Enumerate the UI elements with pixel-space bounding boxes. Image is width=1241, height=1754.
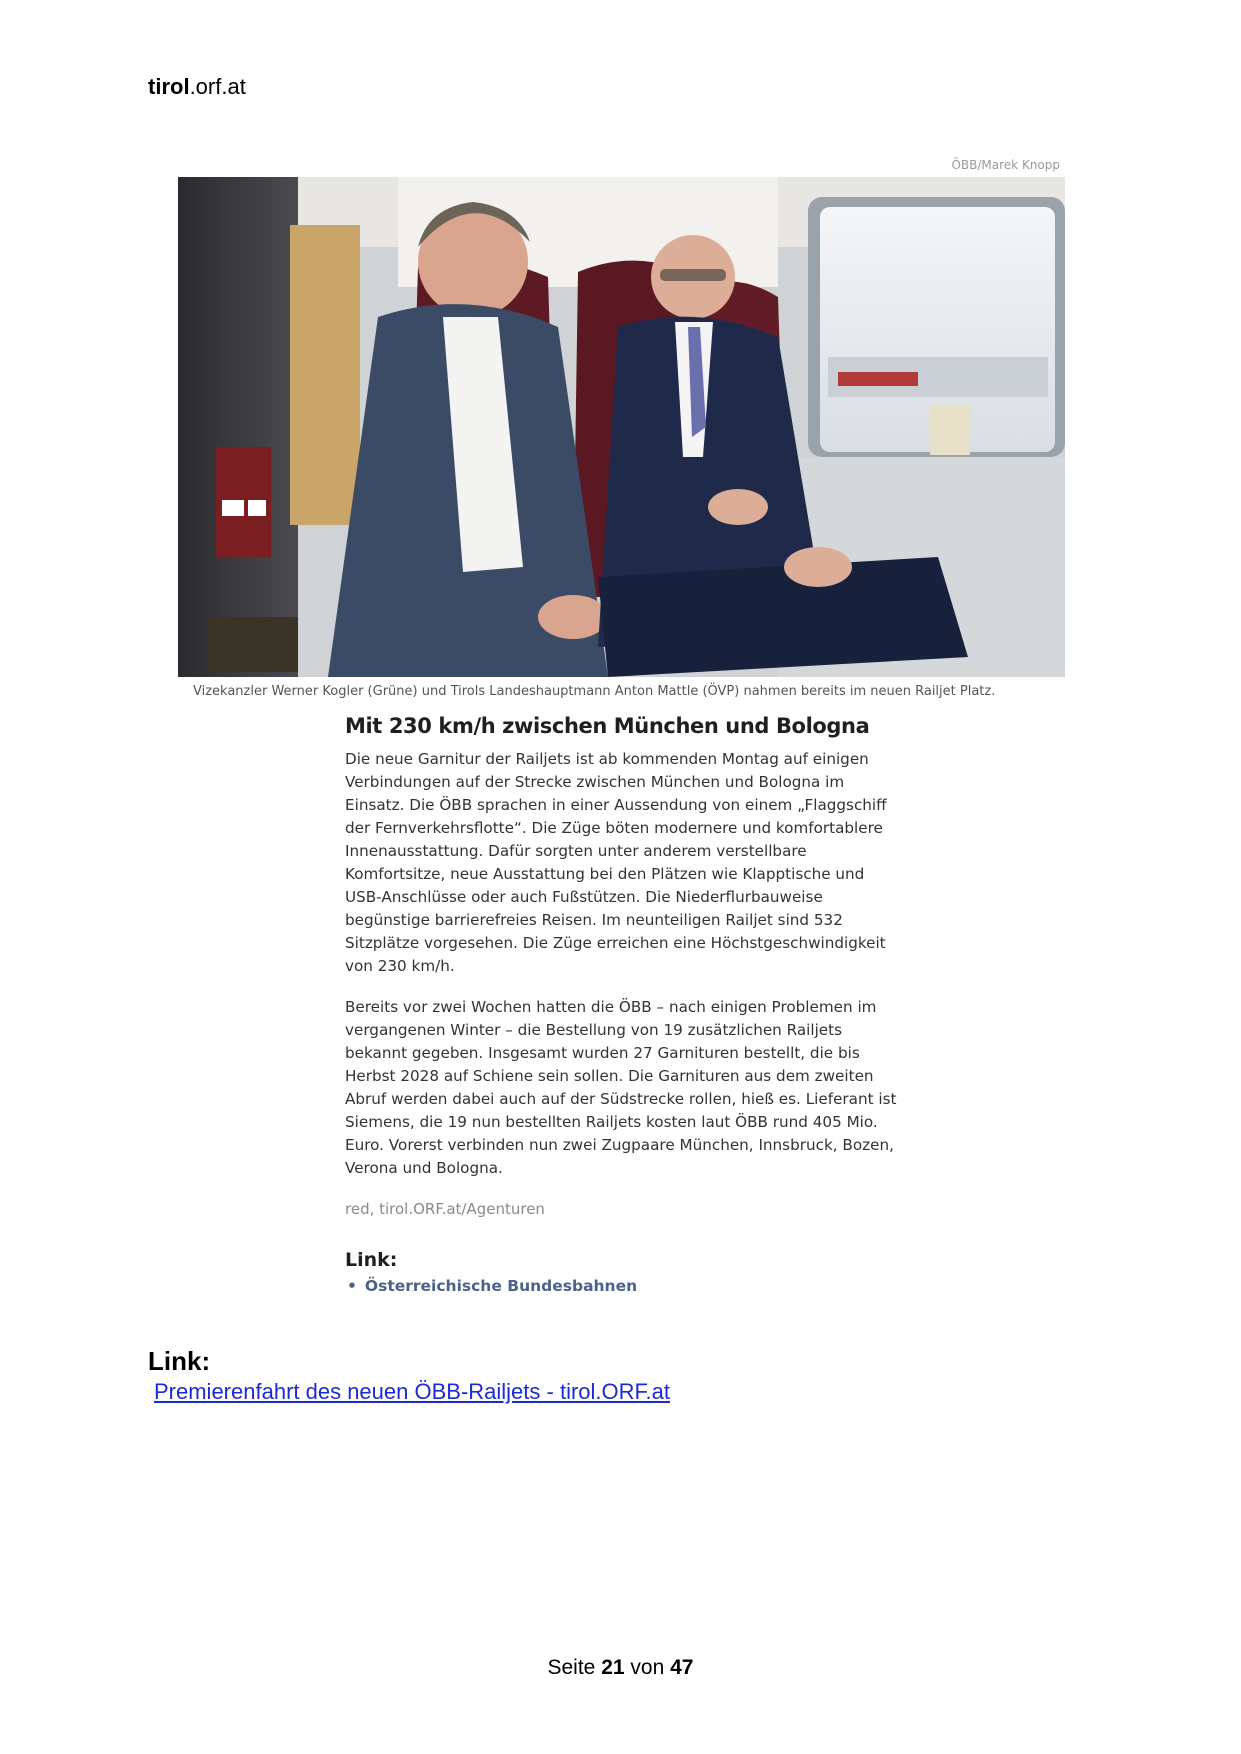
article-link-list [345, 1277, 905, 1295]
footer-middle: von [630, 1656, 665, 1679]
article-link-heading: Link: [345, 1249, 398, 1271]
footer-page-total: 47 [670, 1656, 694, 1679]
site-name-rest: .orf.at [189, 74, 246, 99]
article-heading: Mit 230 km/h zwischen München und Bologna [345, 714, 870, 738]
site-name-bold: tirol [148, 74, 190, 99]
article-source: red, tirol.ORF.at/Agenturen [345, 1200, 545, 1218]
article-paragraph-1: Die neue Garnitur der Railjets ist ab kommenden Montag auf einigen Verbindungen auf der Strecke zwischen München und Bologna im Einsatz. Die ÖBB sprachen in einer Aussendung von einem „Flaggschiff der Fernverkehrsflotte“. Die Züge böten modernere und komfortablere Innenausstattung. Dafür sorgten unter anderem verstellbare Komfortsitze, neue Ausstattung bei den Plätzen wie Klapptische und USB-Anschlüsse oder auch Fußstützen. Die Niederflurbauweise begünstige barrierefreies Reisen. Im neunteiligen Railjet sind 532 Sitzplätze vorgesehen. Die Züge erreichen eine Höchstgeschwindigkeit von 230 km/h. [345, 750, 887, 975]
footer-prefix: Seite [547, 1656, 596, 1679]
photo-caption: Vizekanzler Werner Kogler (Grüne) und Tirols Landeshauptmann Anton Mattle (ÖVP) nahmen bereits im neuen Railjet Platz. [193, 684, 996, 699]
page-footer [0, 1656, 1241, 1680]
photo-credit: ÖBB/Marek Knopp [951, 158, 1060, 172]
article-link-oebb[interactable]: • Österreichische Bundesbahnen [347, 1277, 905, 1295]
links-label: Link: [148, 1346, 211, 1376]
article-photo [178, 177, 1065, 677]
article-paragraph-2: Bereits vor zwei Wochen hatten die ÖBB – nach einigen Problemen im vergangenen Winter – die Bestellung von 19 zusätzlichen Railjets bekannt gegeben. Insgesamt wurden 27 Garnituren bestellt, die bis Herbst 2028 auf Schiene sein sollen. Die Garnituren aus dem zweiten Abruf werden dabei auch auf der Südstrecke rollen, hieß es. Lieferant ist Siemens, die 19 nun bestellten Railjets kosten laut ÖBB rund 405 Mio. Euro. Vorerst verbinden nun zwei Zugpaare München, Innsbruck, Bozen, Verona und Bologna. [345, 998, 897, 1177]
article-body [345, 714, 905, 1295]
site-name [148, 74, 246, 100]
footer-page-number: 21 [601, 1656, 625, 1679]
train-interior-illustration [178, 177, 1065, 677]
source-article-link[interactable]: Premierenfahrt des neuen ÖBB-Railjets - tirol.ORF.at [154, 1379, 670, 1404]
document-links [148, 1346, 670, 1405]
